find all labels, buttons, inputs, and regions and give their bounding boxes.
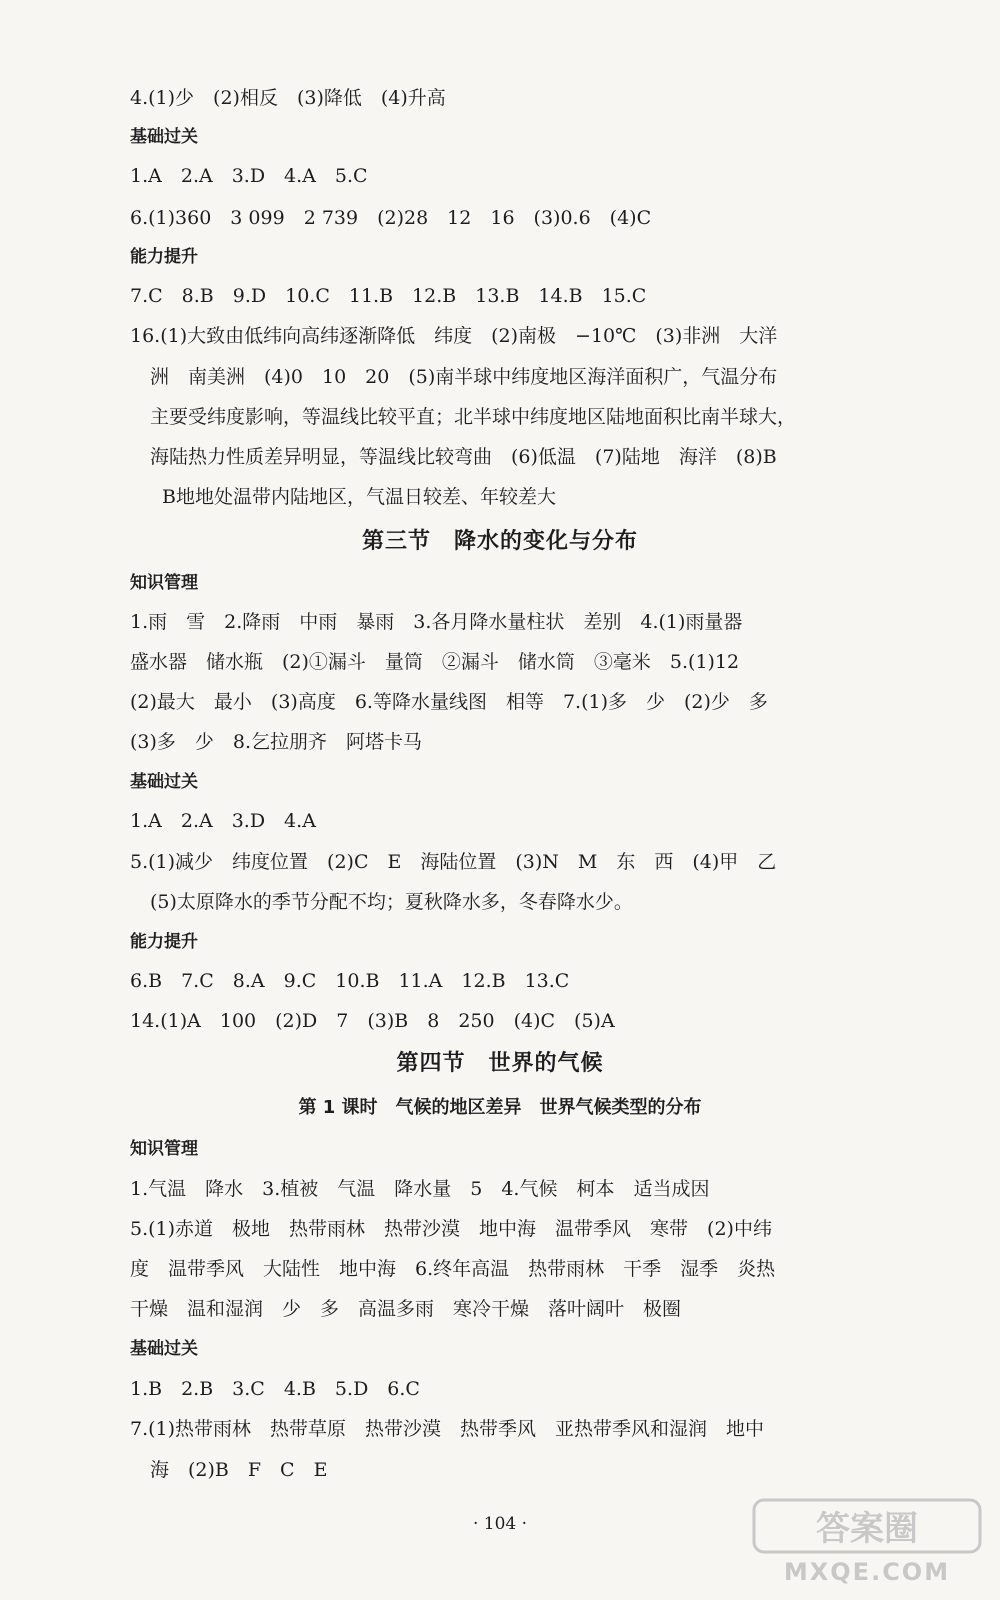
- watermark-icon: [752, 1498, 982, 1588]
- heading-basic: 基础过关: [130, 1339, 198, 1359]
- heading-basic: 基础过关: [130, 772, 198, 792]
- answer-line: 7.(1)热带雨林 热带草原 热带沙漠 热带季风 亚热带季风和湿润 地中: [130, 1418, 765, 1440]
- answer-line: 7.C 8.B 9.D 10.C 11.B 12.B 13.B 14.B 15.C: [130, 285, 647, 307]
- answer-line: (3)多 少 8.乞拉朋齐 阿塔卡马: [130, 731, 423, 753]
- watermark-site: MXQE.COM: [783, 1558, 951, 1586]
- heading-basic: 基础过关: [130, 127, 198, 147]
- answer-line: 5.(1)赤道 极地 热带雨林 热带沙漠 地中海 温带季风 寒带 (2)中纬: [130, 1218, 772, 1240]
- answer-line: 主要受纬度影响，等温线比较平直；北半球中纬度地区陆地面积比南半球大，: [150, 406, 797, 428]
- answer-line: 16.(1)大致由低纬向高纬逐渐降低 纬度 (2)南极 −10℃ (3)非洲 大洋: [130, 325, 778, 347]
- answer-line: 海陆热力性质差异明显，等温线比较弯曲 (6)低温 (7)陆地 海洋 (8)B: [150, 446, 777, 468]
- lesson-title: 第 1 课时 气候的地区差异 世界气候类型的分布: [298, 1097, 702, 1118]
- heading-knowledge: 知识管理: [130, 573, 198, 593]
- answer-line: 度 温带季风 大陆性 地中海 6.终年高温 热带雨林 干季 湿季 炎热: [130, 1258, 776, 1280]
- section-title: 第四节 世界的气候: [396, 1051, 604, 1076]
- heading-ability: 能力提升: [130, 247, 198, 267]
- answer-line: 洲 南美洲 (4)0 10 20 (5)南半球中纬度地区海洋面积广，气温分布: [150, 366, 778, 388]
- answer-line: 6.B 7.C 8.A 9.C 10.B 11.A 12.B 13.C: [130, 970, 570, 992]
- answer-line: 6.(1)360 3 099 2 739 (2)28 12 16 (3)0.6 (4)C: [130, 207, 652, 229]
- answer-line: 4.(1)少 (2)相反 (3)降低 (4)升高: [130, 87, 446, 109]
- watermark-logo-text: 答案圈: [816, 1509, 918, 1549]
- answer-line: 1.B 2.B 3.C 4.B 5.D 6.C: [130, 1378, 420, 1400]
- heading-knowledge: 知识管理: [130, 1139, 198, 1159]
- page-number: · 104 ·: [472, 1514, 528, 1534]
- watermark-logo: [752, 1498, 982, 1588]
- section-title: 第三节 降水的变化与分布: [361, 529, 638, 554]
- answer-line: 1.雨 雪 2.降雨 中雨 暴雨 3.各月降水量柱状 差别 4.(1)雨量器: [130, 611, 743, 633]
- answer-line: 5.(1)减少 纬度位置 (2)C E 海陆位置 (3)N M 东 西 (4)甲 乙: [130, 851, 777, 873]
- answer-line: (5)太原降水的季节分配不均；夏秋降水多，冬春降水少。: [150, 891, 633, 913]
- answer-line: 1.A 2.A 3.D 4.A: [130, 810, 316, 832]
- answer-line: 14.(1)A 100 (2)D 7 (3)B 8 250 (4)C (5)A: [130, 1010, 615, 1032]
- answer-line: 1.A 2.A 3.D 4.A 5.C: [130, 165, 368, 187]
- answer-line: 1.气温 降水 3.植被 气温 降水量 5 4.气候 柯本 适当成因: [130, 1178, 710, 1200]
- answer-line: 海 (2)B F C E: [150, 1459, 328, 1481]
- answer-line: B地地处温带内陆地区，气温日较差、年较差大: [162, 486, 556, 508]
- answer-line: (2)最大 最小 (3)高度 6.等降水量线图 相等 7.(1)多 少 (2)少 多: [130, 691, 768, 713]
- answer-line: 盛水器 储水瓶 (2)①漏斗 量筒 ②漏斗 储水筒 ③毫米 5.(1)12: [130, 651, 740, 673]
- heading-ability: 能力提升: [130, 932, 198, 952]
- answer-line: 干燥 温和湿润 少 多 高温多雨 寒冷干燥 落叶阔叶 极圈: [130, 1298, 682, 1320]
